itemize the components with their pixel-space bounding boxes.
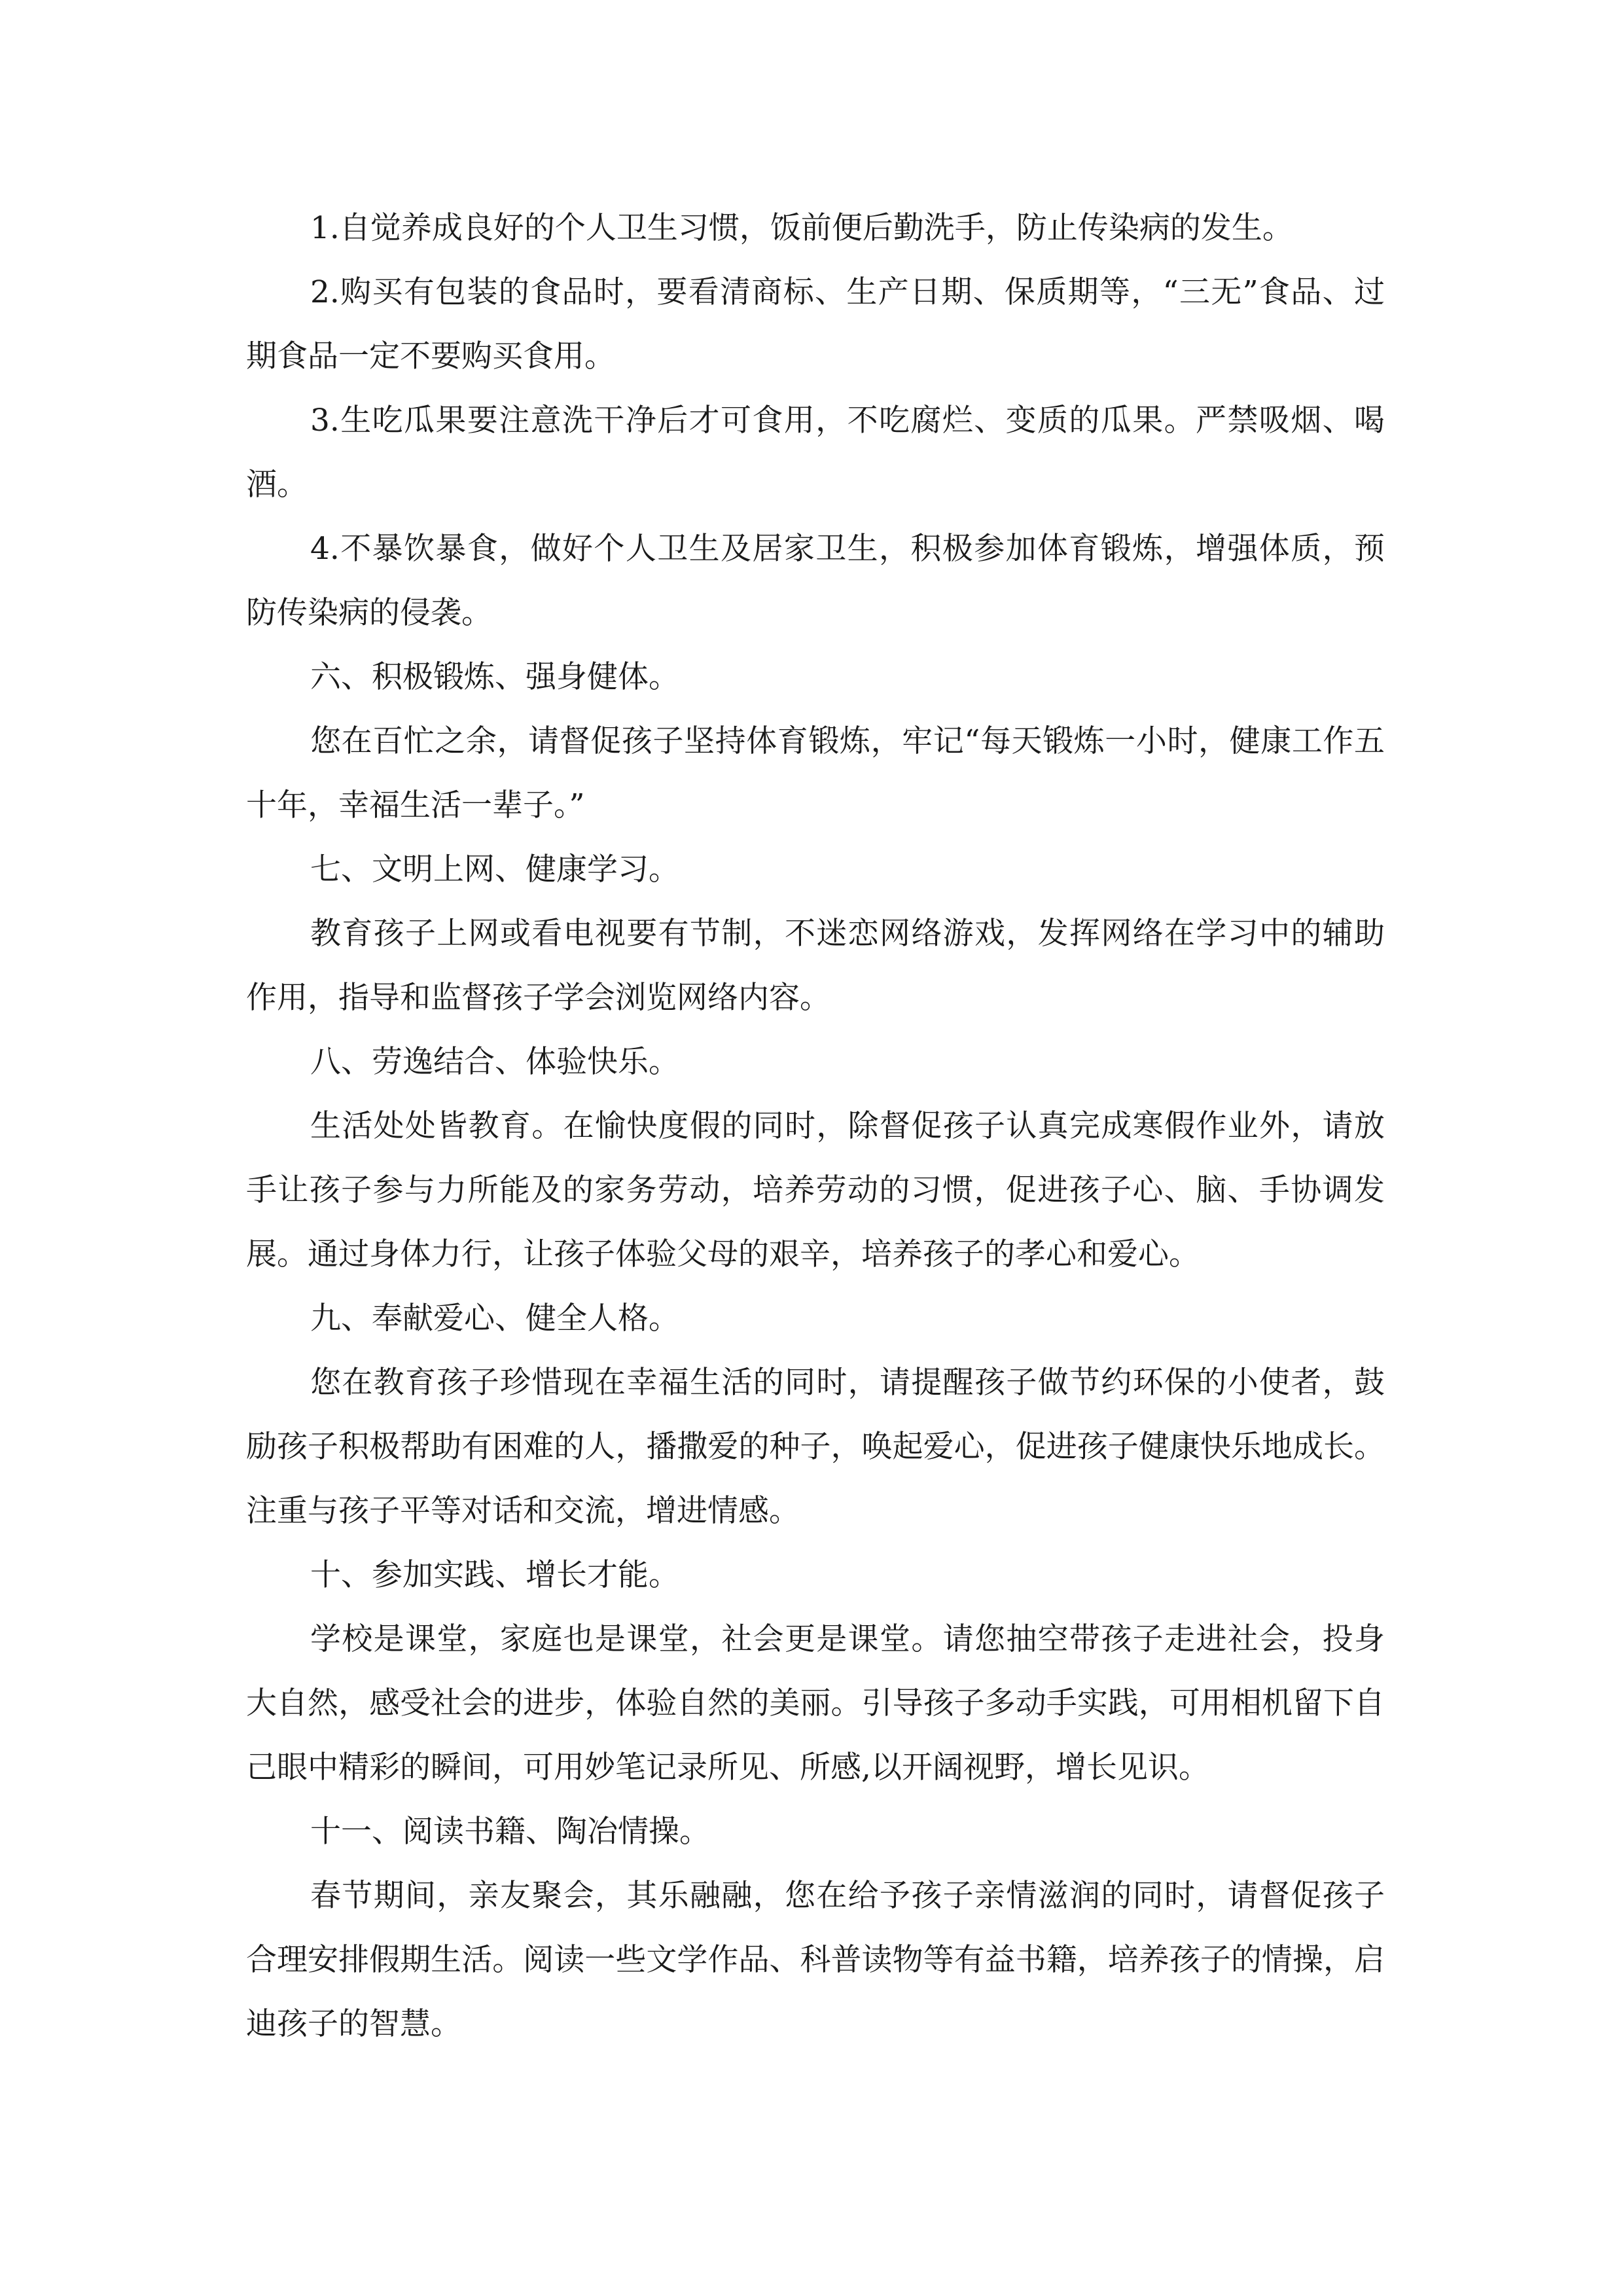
section-body-8: 生活处处皆教育。在愉快度假的同时，除督促孩子认真完成寒假作业外，请放手让孩子参与力所能及的家务劳动，培养劳动的习惯，促进孩子心、脑、手协调发展。通过身体力行，让孩子体验父母的艰辛，培养孩子的孝心和爱心。	[246, 1108, 1385, 1272]
section-heading-7: 七、文明上网、健康学习。	[310, 852, 679, 888]
hygiene-item-2: 2.购买有包装的食品时，要看清商标、生产日期、保质期等，“三无”食品、过期食品一定不要购买食用。	[246, 274, 1385, 374]
hygiene-item-1: 1.自觉养成良好的个人卫生习惯，饭前便后勤洗手，防止传染病的发生。	[310, 210, 1293, 246]
hygiene-item-3: 3.生吃瓜果要注意洗干净后才可食用，不吃腐烂、变质的瓜果。严禁吸烟、喝酒。	[246, 403, 1385, 503]
section-heading-9: 九、奉献爱心、健全人格。	[310, 1300, 679, 1336]
hygiene-item-4: 4.不暴饮暴食，做好个人卫生及居家卫生，积极参加体育锻炼，增强体质，预防传染病的侵袭。	[246, 531, 1385, 631]
section-heading-6: 六、积极锻炼、强身健体。	[310, 659, 679, 695]
section-body-6: 您在百忙之余，请督促孩子坚持体育锻炼，牢记“每天锻炼一小时，健康工作五十年，幸福生活一辈子。”	[246, 723, 1385, 823]
section-heading-10: 十、参加实践、增长才能。	[310, 1557, 679, 1593]
document-body	[246, 196, 1385, 2056]
section-body-11: 春节期间，亲友聚会，其乐融融，您在给予孩子亲情滋润的同时，请督促孩子合理安排假期生活。阅读一些文学作品、科普读物等有益书籍，培养孩子的情操，启迪孩子的智慧。	[246, 1878, 1385, 2042]
section-heading-8: 八、劳逸结合、体验快乐。	[310, 1044, 679, 1080]
section-heading-11: 十一、阅读书籍、陶冶情操。	[310, 1814, 710, 1850]
section-body-10: 学校是课堂，家庭也是课堂，社会更是课堂。请您抽空带孩子走进社会，投身大自然，感受社会的进步，体验自然的美丽。引导孩子多动手实践，可用相机留下自己眼中精彩的瞬间，可用妙笔记录所见、所感,以开阔视野，增长见识。	[246, 1621, 1385, 1785]
section-body-7: 教育孩子上网或看电视要有节制，不迷恋网络游戏，发挥网络在学习中的辅助作用，指导和监督孩子学会浏览网络内容。	[246, 916, 1385, 1016]
section-body-9: 您在教育孩子珍惜现在幸福生活的同时，请提醒孩子做节约环保的小使者，鼓励孩子积极帮助有困难的人，播撒爱的种子，唤起爱心，促进孩子健康快乐地成长。注重与孩子平等对话和交流，增进情感。	[246, 1365, 1385, 1529]
